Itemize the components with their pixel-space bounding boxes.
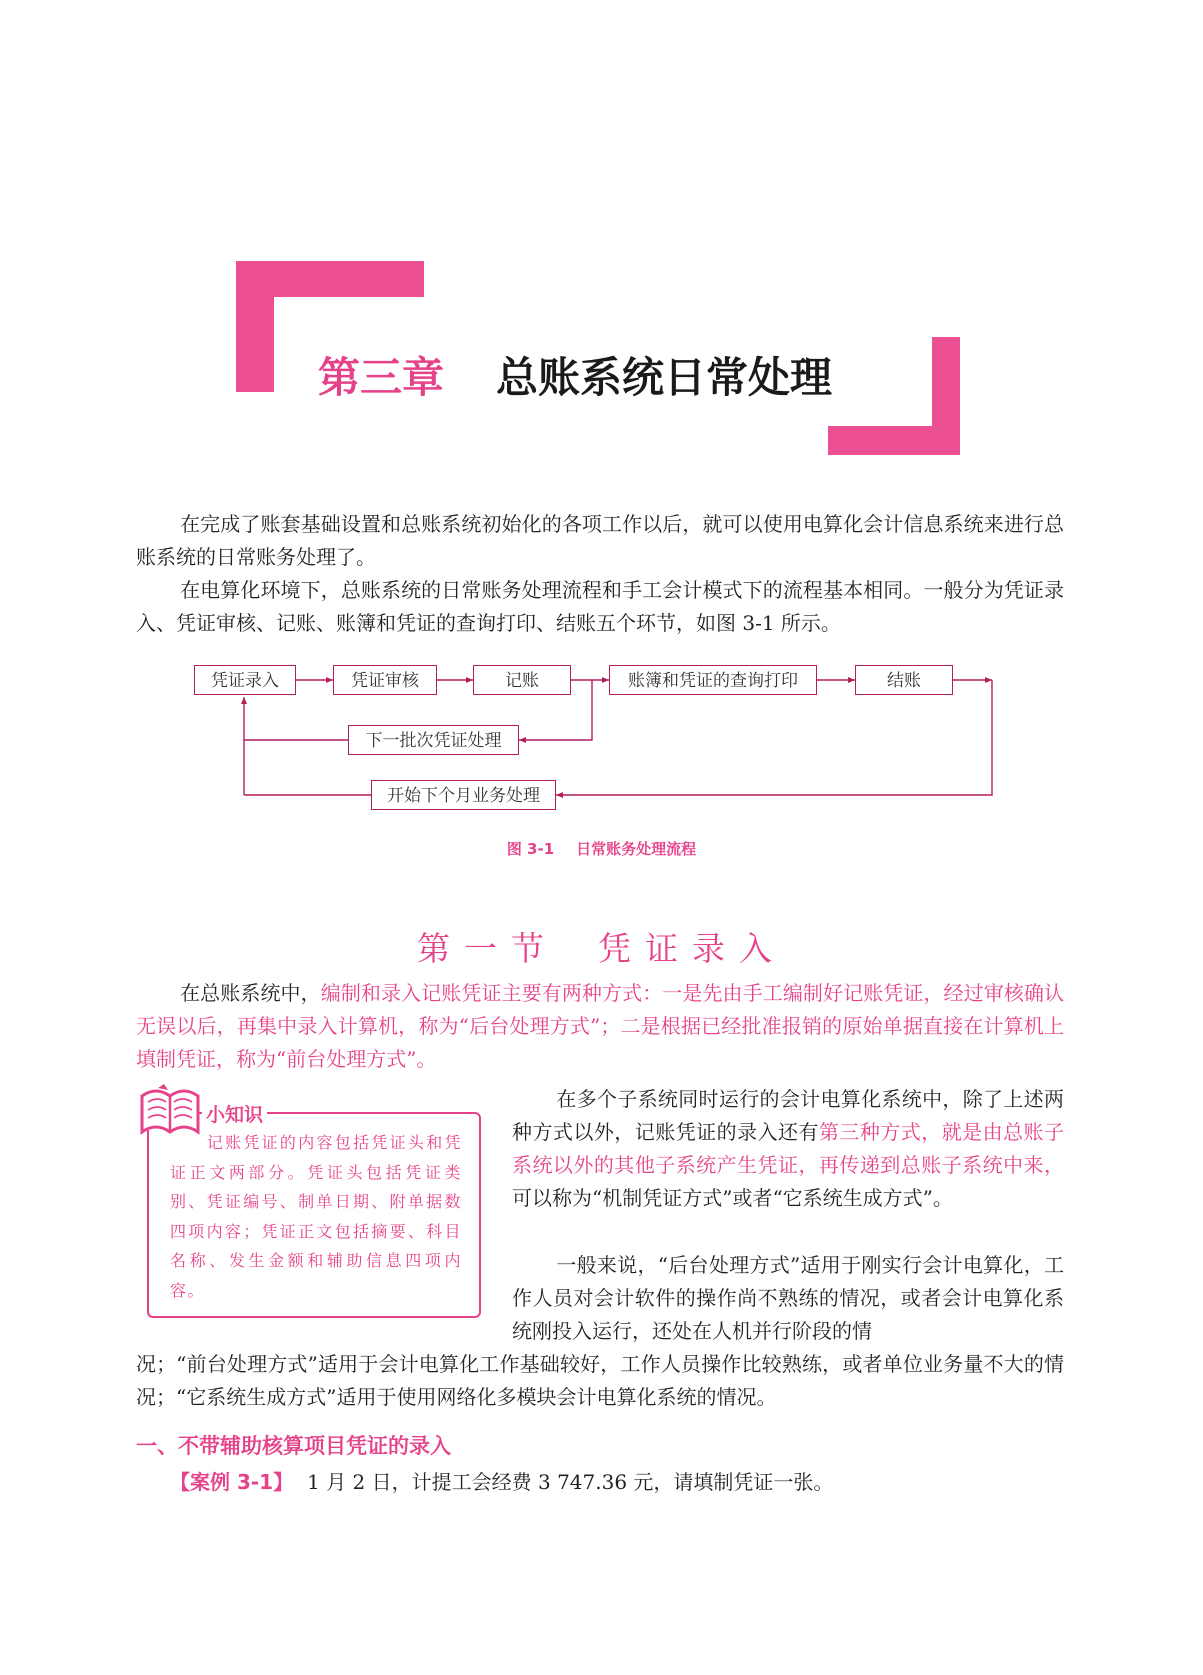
intro-paragraph-1: 在完成了账套基础设置和总账系统初始化的各项工作以后，就可以使用电算化会计信息系统来进行总账系统的日常账务处理了。: [136, 512, 1064, 569]
section-name: 凭证录入: [598, 929, 786, 968]
case-text: 1 月 2 日，计提工会经费 3 747.36 元，请填制凭证一张。: [307, 1470, 834, 1494]
section-paragraph-2: 在多个子系统同时运行的会计电算化系统中，除了上述两种方式以外，记账凭证的录入还有第三种方式，就是由总账子系统以外的其他子系统产生凭证，再传递到总账子系统中来，可以称为“机制凭证方式”或者“它系统生成方式”。: [512, 1087, 1065, 1210]
figure-label: 图 3-1: [506, 840, 555, 858]
section-paragraph-3-start: 一般来说，“后台处理方式”适用于刚实行会计电算化，工作人员对会计软件的操作尚不熟练的情况，或者会计电算化系统刚投入运行，还处在人机并行阶段的情: [512, 1253, 1064, 1343]
case-example: [170, 1466, 833, 1499]
section-paragraph-3-end: 况；“前台处理方式”适用于会计电算化工作基础较好，工作人员操作比较熟练，或者单位业务量不大的情况；“它系统生成方式”适用于使用网络化多模块会计电算化系统的情况。: [136, 1352, 1064, 1409]
chapter-number: 第三章: [318, 353, 445, 402]
tip-text: 记账凭证的内容包括凭证头和凭证正文两部分。凭证头包括凭证类别、凭证编号、制单日期、附单据数四项内容；凭证正文包括摘要、科目名称、发生金额和辅助信息四项内容。: [170, 1133, 462, 1300]
flow-next-batch: 下一批次凭证处理: [348, 725, 519, 755]
section-number: 第一节: [417, 929, 558, 968]
tip-label: 小知识: [202, 1100, 267, 1127]
case-tag: 【案例 3-1】: [170, 1470, 294, 1494]
flow-step-posting: 记账: [473, 665, 571, 695]
chapter-name: 总账系统日常处理: [496, 353, 833, 402]
flow-step-query-print: 账簿和凭证的查询打印: [609, 665, 817, 695]
section-paragraph-1: 在总账系统中，编制和录入记账凭证主要有两种方式：一是先由手工编制好记账凭证，经过审核确认无误以后，再集中录入计算机，称为“后台处理方式”；二是根据已经批准报销的原始单据直接在计算机上填制凭证，称为“前台处理方式”。: [136, 981, 1065, 1071]
section-title: [0, 923, 1203, 970]
figure-title: 日常账务处理流程: [576, 840, 697, 858]
flow-next-month: 开始下个月业务处理: [371, 780, 556, 810]
flow-step-closing: 结账: [855, 665, 953, 695]
figure-caption: [0, 838, 1203, 859]
flow-step-voucher-review: 凭证审核: [333, 665, 437, 695]
intro-paragraph-2: 在电算化环境下，总账系统的日常账务处理流程和手工会计模式下的流程基本相同。一般分为凭证录入、凭证审核、记账、账簿和凭证的查询打印、结账五个环节，如图 3-1 所示。: [136, 578, 1064, 635]
flow-step-voucher-entry: 凭证录入: [194, 665, 296, 695]
subsection-heading: 一、不带辅助核算项目凭证的录入: [136, 1434, 451, 1458]
